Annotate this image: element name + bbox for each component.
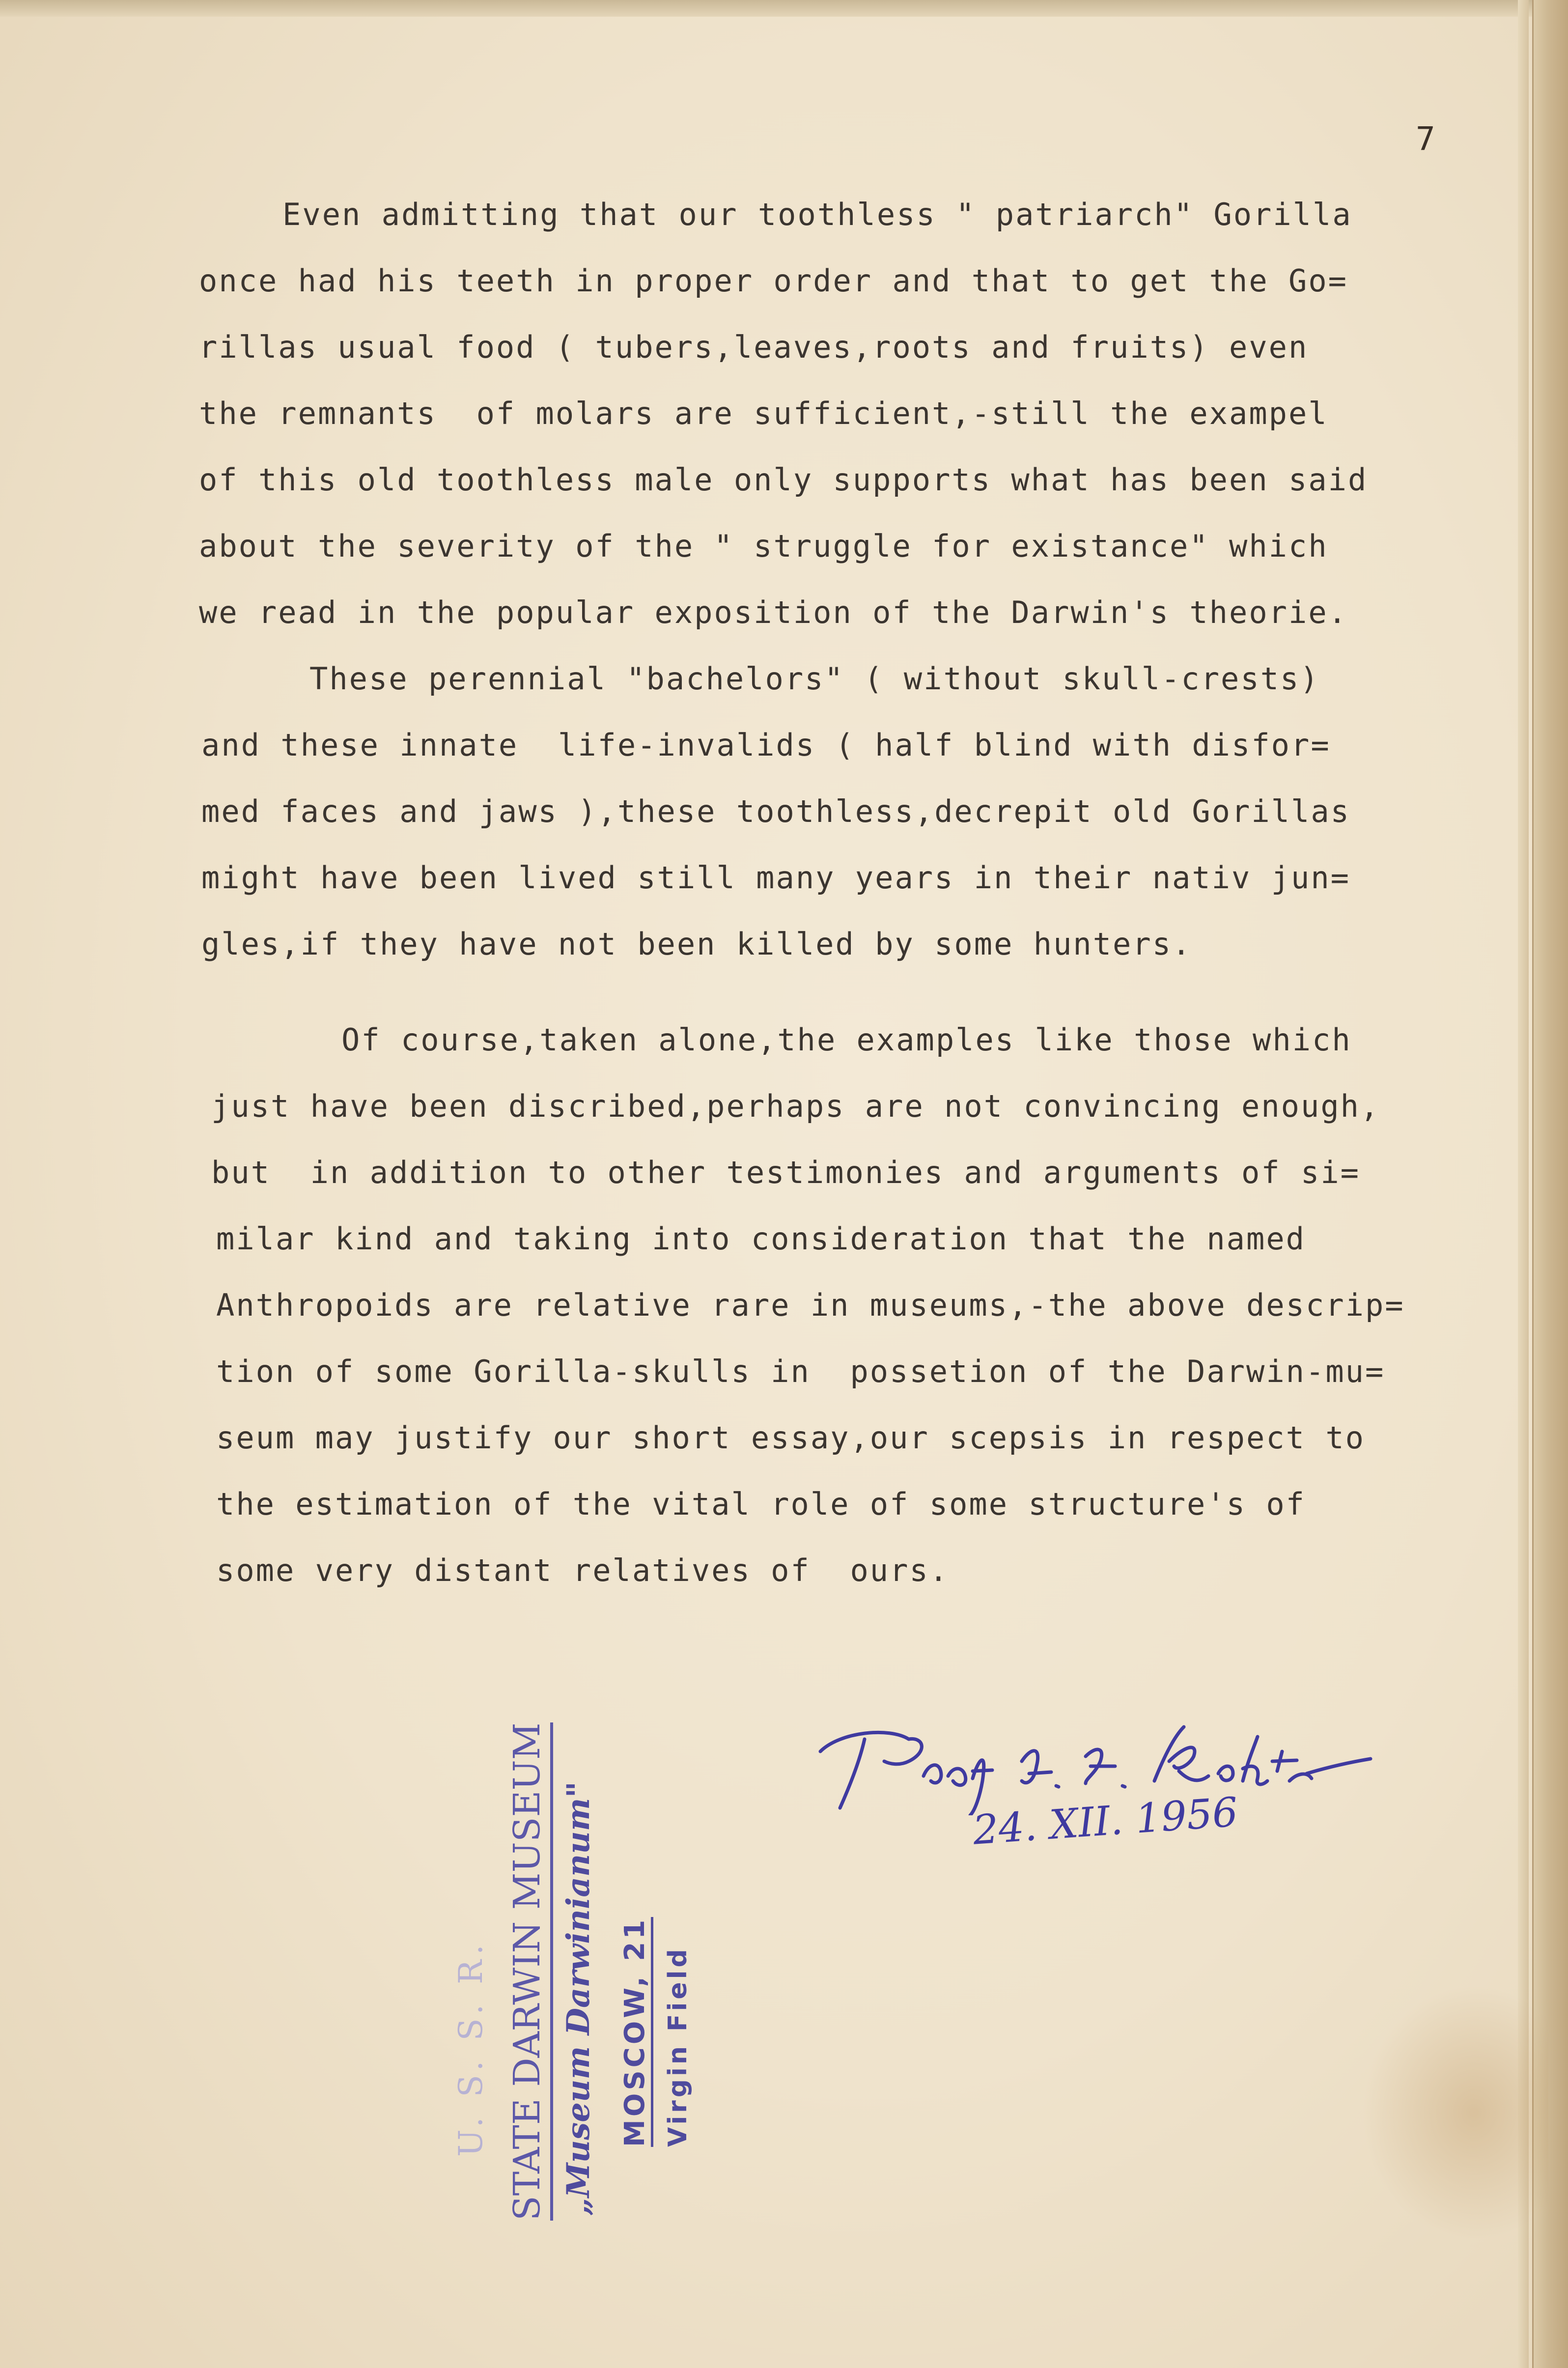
- text-line: Anthropoids are relative rare in museums,-the above descrip=: [216, 1287, 1405, 1323]
- paper-stain: [1362, 1985, 1548, 2240]
- text-line: the estimation of the vital role of some structure's of: [216, 1486, 1306, 1522]
- page-number: 7: [1416, 120, 1435, 158]
- text-line: Of course,taken alone,the examples like those which: [341, 1022, 1352, 1058]
- text-line: we read in the popular exposition of the Darwin's theorie.: [199, 594, 1348, 630]
- text-line: some very distant relatives of ours.: [216, 1552, 950, 1588]
- text-line: once had his teeth in proper order and that to get the Go=: [199, 263, 1348, 299]
- text-line: just have been discribed,perhaps are not convincing enough,: [211, 1088, 1380, 1124]
- text-line: seum may justify our short essay,our scepsis in respect to: [216, 1420, 1365, 1456]
- text-line: the remnants of molars are sufficient,-still the exampel: [199, 395, 1328, 431]
- text-line: tion of some Gorilla-skulls in possetion of the Darwin-mu=: [216, 1353, 1385, 1389]
- stamp-city: MOSCOW, 21: [619, 1917, 653, 2147]
- signature-date: 24. XII. 1956: [971, 1789, 1240, 1854]
- text-line: and these innate life-invalids ( half blind with disfor=: [201, 727, 1331, 763]
- stamp-street: Virgin Field: [663, 1946, 693, 2147]
- text-line: milar kind and taking into consideration that the named: [216, 1221, 1306, 1257]
- text-line: Even admitting that our toothless " patriarch" Gorilla: [282, 197, 1352, 232]
- text-line: of this old toothless male only supports what has been said: [199, 462, 1368, 498]
- text-line: about the severity of the " struggle for existance" which: [199, 528, 1328, 564]
- text-line: might have been lived still many years in their nativ jun=: [201, 860, 1350, 896]
- text-line: These perennial "bachelors" ( without skull-crests): [309, 661, 1320, 697]
- text-line: rillas usual food ( tubers,leaves,roots and fruits) even: [199, 329, 1309, 365]
- page-top-edge: [0, 0, 1568, 17]
- stamp-country: U. S. S. R.: [452, 1940, 490, 2157]
- stamp-latin-name: „Museum Darwinianum": [560, 1781, 597, 2216]
- text-line: med faces and jaws ),these toothless,decrepit old Gorillas: [201, 793, 1350, 829]
- text-line: gles,if they have not been killed by some hunters.: [201, 926, 1192, 962]
- stamp-museum-name: STATE DARWIN MUSEUM: [506, 1722, 553, 2221]
- text-line: but in addition to other testimonies and arguments of si=: [211, 1155, 1360, 1190]
